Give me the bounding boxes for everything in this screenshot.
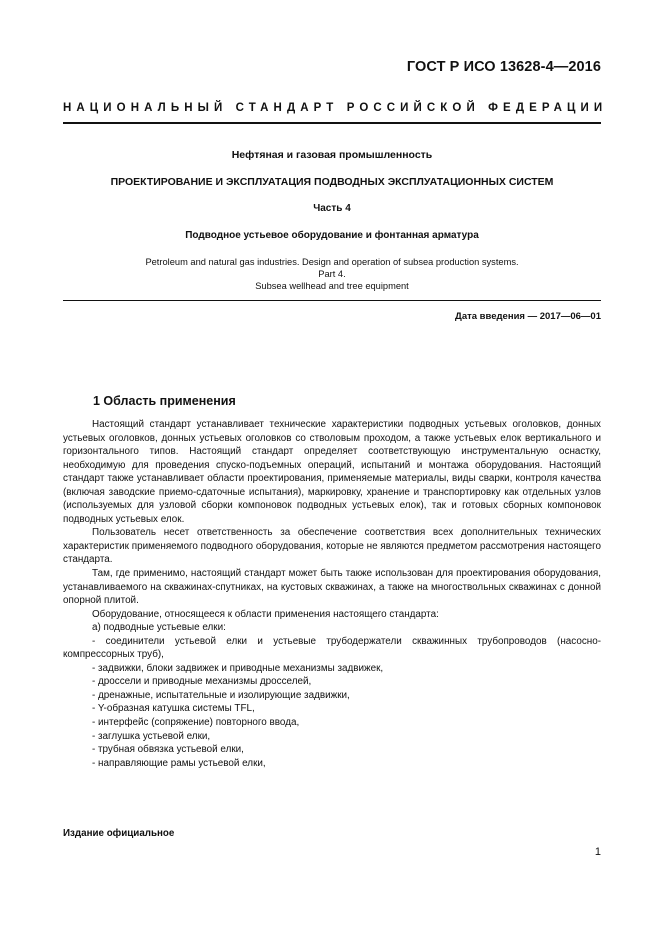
- title-block-divider: [63, 300, 601, 301]
- effective-date: Дата введения — 2017—06—01: [455, 311, 601, 322]
- equipment-list-item: - заглушка устьевой елки,: [92, 730, 211, 742]
- equipment-list-item: - дроссели и приводные механизмы дросселей,: [92, 676, 312, 688]
- equipment-list-item: - соединители устьевой елки и устьевые трубодержатели скважинных трубопроводов (насосно-компрессорных труб),: [63, 635, 601, 661]
- english-title-block: [63, 256, 601, 292]
- equipment-list-item: - дренажные, испытательные и изолирующие задвижки,: [92, 689, 350, 701]
- equipment-list-item: - направляющие рамы устьевой елки,: [92, 757, 266, 769]
- official-edition-label: Издание официальное: [63, 828, 175, 839]
- body-paragraph: Пользователь несет ответственность за обеспечение соответствия всех дополнительных технических характеристик применяемого подводного оборудования, которые не являются предметом рассмотрения настоящего стандарта.: [63, 527, 601, 566]
- english-title-line-3: Subsea wellhead and tree equipment: [255, 281, 409, 291]
- section-body: [63, 418, 601, 770]
- standard-part: Часть 4: [313, 203, 351, 214]
- standard-main-title: ПРОЕКТИРОВАНИЕ И ЭКСПЛУАТАЦИЯ ПОДВОДНЫХ ЭКСПЛУАТАЦИОННЫХ СИСТЕМ: [110, 176, 554, 188]
- page-number: 1: [594, 846, 601, 858]
- equipment-list-item: - интерфейс (сопряжение) повторного ввода,: [92, 717, 300, 729]
- section-heading: 1 Область применения: [93, 394, 236, 408]
- equipment-list-item: - трубная обвязка устьевой елки,: [92, 744, 244, 756]
- document-code: ГОСТ Р ИСО 13628-4—2016: [406, 59, 601, 75]
- industry-title: Нефтяная и газовая промышленность: [231, 149, 433, 161]
- national-standard-heading: НАЦИОНАЛЬНЫЙ СТАНДАРТ РОССИЙСКОЙ ФЕДЕРАЦИИ: [63, 102, 608, 114]
- body-paragraph: Оборудование, относящееся к области применения настоящего стандарта:: [92, 608, 439, 620]
- header-divider: [63, 122, 601, 124]
- standard-subtitle: Подводное устьевое оборудование и фонтанная арматура: [185, 230, 479, 241]
- body-paragraph: Там, где применимо, настоящий стандарт может быть также использован для проектирования оборудования, устанавливаемого на скважинах-спутниках, на кустовых скважинах, а также на многоствольных скважинах с донной опорной плитой.: [63, 568, 601, 607]
- equipment-list-item: - задвижки, блоки задвижек и приводные механизмы задвижек,: [92, 662, 384, 674]
- english-title-line-2: Part 4.: [318, 269, 346, 279]
- english-title-line-1: Petroleum and natural gas industries. Design and operation of subsea production systems.: [145, 257, 519, 267]
- body-paragraph: Настоящий стандарт устанавливает технические характеристики подводных устьевых оголовков, донных устьевых оголовков, донных устьевых оголовков со стволовым проходом, а также устьевых елок вертикального и горизонтального типов. Настоящий стандарт определяет соответствующую инструментальную оснастку, необходимую для проведения спуско-подъемных операций, испытаний и монтажа оборудования. Настоящий стандарт также устанавливает области проектирования, применяемые материалы, виды сварки, контроля качества (включая заводские приемо-сдаточные испытания), маркировку, хранение и транспортировку как отдельных узлов (используемых для узловой сборки компоновок подводных устьевых елок), так и готовых сборных компоновок подводных устьевых елок.: [63, 419, 601, 525]
- equipment-list-item: - Y-образная катушка системы TFL,: [92, 703, 255, 715]
- equipment-list-item: а) подводные устьевые елки:: [92, 622, 226, 634]
